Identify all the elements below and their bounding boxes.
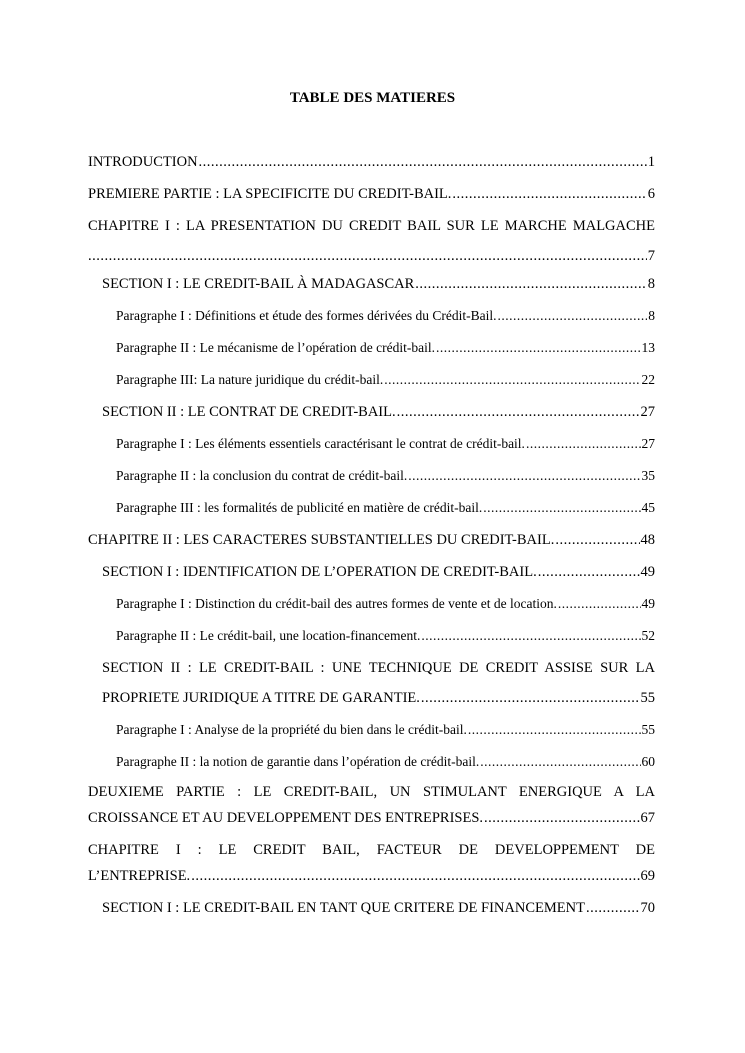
toc-page-number: 49 [641,596,655,611]
toc-entry-deuxieme-partie[interactable] [88,781,655,829]
toc-entry-label: Paragraphe III: La nature juridique du crédit-bail. [116,372,384,387]
toc-page-number: 67 [640,810,655,826]
toc-entry-section-1[interactable] [102,561,655,583]
toc-entry-label: Paragraphe I : Distinction du crédit-bail des autres formes de vente et de location. [116,596,557,611]
toc-entry-label: CHAPITRE I : LA PRESENTATION DU CREDIT BAIL SUR LE MARCHE MALGACHE [88,218,655,234]
toc-entry-paragraphe[interactable] [116,433,655,455]
dot-leader [421,687,640,709]
dot-leader [468,719,641,741]
toc-entry-paragraphe[interactable] [116,465,655,487]
dot-leader [397,401,640,423]
toc-entry-label: Paragraphe II : Le crédit-bail, une location-financement. [116,628,421,643]
toc-entry-paragraphe[interactable] [116,625,655,647]
toc-entry-label: Paragraphe II : la notion de garantie dans l’opération de crédit-bail. [116,754,480,769]
toc-page-number: 35 [641,468,655,483]
dot-leader [415,273,646,295]
toc-entry-premiere-partie[interactable] [88,183,655,205]
toc-entry-paragraphe[interactable] [116,719,655,741]
toc-page-number: 27 [641,436,655,451]
toc-page-number: 13 [641,340,655,355]
toc-entry-label-continued: L’ENTREPRISE. [88,868,191,884]
toc-entry-chapitre-1[interactable] [88,215,655,267]
toc-entry-label: Paragraphe I : Analyse de la propriété du bien dans le crédit-bail. [116,722,467,737]
dot-leader [88,245,647,267]
toc-page-number: 7 [647,248,655,264]
toc-entry-label: CHAPITRE II : LES CARACTERES SUBSTANTIELLES DU CREDIT-BAIL. [88,532,555,548]
toc-entry-label: SECTION I : LE CREDIT-BAIL EN TANT QUE CRITERE DE FINANCEMENT [102,900,585,916]
toc-page-number: 49 [640,564,655,580]
toc-entry-label: SECTION II : LE CREDIT-BAIL : UNE TECHNIQUE DE CREDIT ASSISE SUR LA [102,660,655,676]
toc-entry-label: Paragraphe III : les formalités de publicité en matière de crédit-bail. [116,500,483,515]
toc-entry-introduction[interactable] [88,151,655,173]
toc-page-number: 27 [640,404,655,420]
dot-leader [498,305,648,327]
dot-leader [191,865,639,887]
dot-leader [436,337,641,359]
toc-entry-label: Paragraphe I : Définitions et étude des formes dérivées du Crédit-Bail. [116,308,497,323]
toc-entry-paragraphe[interactable] [116,369,655,391]
toc-entry-section-1[interactable] [102,273,655,295]
dot-leader [199,151,647,173]
toc-entry-chapitre-1-partie-2[interactable] [88,839,655,887]
toc-page-number: 69 [640,868,655,884]
toc-entry-section-1[interactable] [102,897,655,919]
toc-entry-label: SECTION I : LE CREDIT-BAIL À MADAGASCAR [102,276,415,292]
toc-page-number: 8 [648,308,655,323]
dot-leader [421,625,640,647]
dot-leader [408,465,640,487]
toc-page-number: 52 [641,628,655,643]
toc-entry-label: CHAPITRE I : LE CREDIT BAIL, FACTEUR DE DEVELOPPEMENT DE [88,842,655,858]
toc-entry-paragraphe[interactable] [116,751,655,773]
toc-page-number: 48 [640,532,655,548]
toc-page-number: 55 [641,722,655,737]
toc-page-number: 70 [640,900,655,916]
toc-entry-chapitre-2[interactable] [88,529,655,551]
toc-entry-label-continued: PROPRIETE JURIDIQUE A TITRE DE GARANTIE. [102,690,420,706]
toc-page-number: 55 [640,690,655,706]
toc-page-number: 1 [647,154,655,170]
toc-entry-section-2[interactable] [102,401,655,423]
toc-page-number: 8 [647,276,655,292]
toc-page-number: 6 [647,186,655,202]
toc-entry-label: SECTION I : IDENTIFICATION DE L’OPERATION DE CREDIT-BAIL. [102,564,537,580]
dot-leader [538,561,640,583]
dot-leader [452,183,646,205]
toc-page-number: 60 [641,754,655,769]
toc-entry-label: Paragraphe II : Le mécanisme de l’opération de crédit-bail. [116,340,435,355]
toc-entry-label: DEUXIEME PARTIE : LE CREDIT-BAIL, UN STIMULANT ENERGIQUE A LA [88,784,655,800]
toc-entry-paragraphe[interactable] [116,593,655,615]
dot-leader [484,807,639,829]
dot-leader [586,897,640,919]
toc-entry-label-continued: CROISSANCE ET AU DEVELOPPEMENT DES ENTREPRISES. [88,810,484,826]
page-title: TABLE DES MATIERES [289,90,456,106]
toc-page-number: 22 [641,372,655,387]
toc-entry-label: Paragraphe II : la conclusion du contrat de crédit-bail. [116,468,408,483]
dot-leader [483,497,640,519]
toc-entry-label: PREMIERE PARTIE : LA SPECIFICITE DU CREDIT-BAIL. [88,186,452,202]
toc-entry-paragraphe[interactable] [116,305,655,327]
toc-entry-paragraphe[interactable] [116,497,655,519]
dot-leader [384,369,640,391]
toc-entry-label: SECTION II : LE CONTRAT DE CREDIT-BAIL. [102,404,396,420]
toc-entry-label: Paragraphe I : Les éléments essentiels caractérisant le contrat de crédit-bail. [116,436,525,451]
dot-leader [480,751,640,773]
toc-entry-section-2[interactable] [102,657,655,709]
toc-entry-paragraphe[interactable] [116,337,655,359]
toc-entry-label: INTRODUCTION [88,154,198,170]
toc-page-number: 45 [641,500,655,515]
dot-leader [555,529,639,551]
dot-leader [526,433,641,455]
dot-leader [558,593,641,615]
